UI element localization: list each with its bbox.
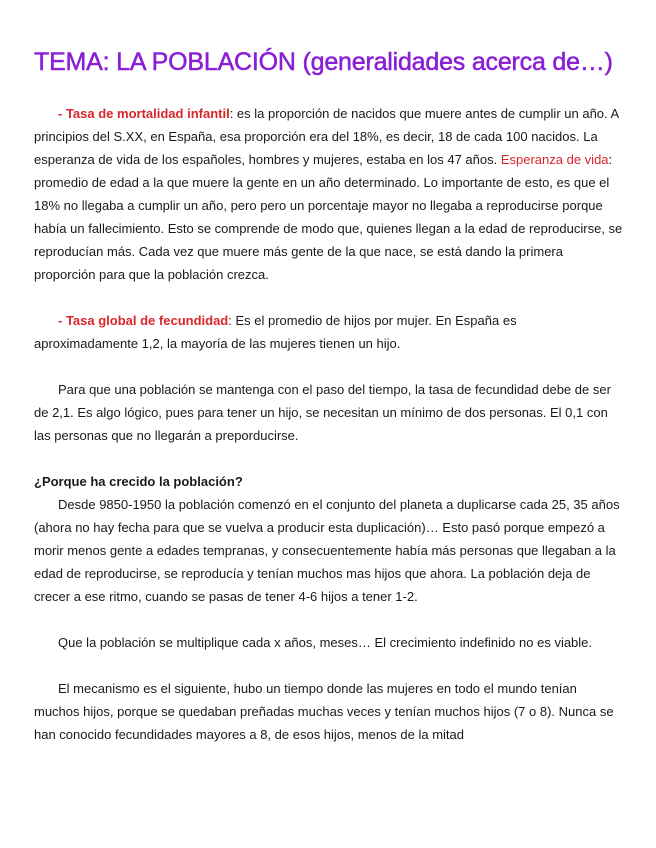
paragraph-text: : promedio de edad a la que muere la gente en un año determinado. Lo importante de esto, es que el 18% no llegaba a cumplir un año, pero pero un porcentaje mayor no llegaba a reproducirse porque había un fallecimiento. Esto se comprende de modo que, quienes llegan a la edad de reproducirse, se reproducían más. Cada vez que muere más gente de la que nace, se está dando la primera proporción para que la población crezca. <box>34 152 623 282</box>
paragraph-mortalidad <box>34 102 624 286</box>
list-dash: - <box>58 313 66 328</box>
term-mortalidad-infantil: Tasa de mortalidad infantil <box>65 106 230 121</box>
spacer <box>34 286 624 309</box>
spacer <box>34 654 624 677</box>
paragraph-mantener-poblacion: Para que una población se mantenga con el paso del tiempo, la tasa de fecundidad debe de ser de 2,1. Es algo lógico, pues para tener un hijo, se necesitan un mínimo de dos personas. El 0,1 con las personas que no llegarán a preporducirse. <box>34 382 611 443</box>
paragraph-text: : Es el promedio de hijos por mujer. En España es aproximadamente 1,2, la mayoría de las mujeres tienen un hijo. <box>34 313 517 351</box>
spacer <box>34 608 624 631</box>
page-title: TEMA: LA POBLACIÓN (generalidades acerca de…) <box>34 48 613 76</box>
term-tasa-global-fecundidad: Tasa global de fecundidad <box>65 313 229 328</box>
spacer <box>34 447 624 470</box>
paragraph-text: : es la proporción de nacidos que muere antes de cumplir un año. A principios del S.XX, en España, esa proporción era del 18%, es decir, 18 de cada 100 nacidos. La esperanza de vida de los españoles, hombres y mujeres, estaba en los 47 años. <box>34 106 619 167</box>
term-esperanza-de-vida: Esperanza de vida <box>500 152 609 167</box>
document-body <box>34 102 624 746</box>
paragraph-viable: Que la población se multiplique cada x años, meses… El crecimiento indefinido no es viable. <box>58 635 593 650</box>
paragraph-fecundidad <box>34 309 624 355</box>
paragraph-crecimiento: Desde 9850-1950 la población comenzó en el conjunto del planeta a duplicarse cada 25, 35 años (ahora no hay fecha para que se vuelva a producir esta duplicación)… Esto pasó porque empezó a morir menos gente a edades tempranas, y consecuentemente había más personas que llegaban a la edad de reproducirse, se reproducía y tenían muchos mas hijos que ahora. La población deja de crecer a ese ritmo, cuando se pasas de tener 4-6 hijos a tener 1-2. <box>34 497 620 604</box>
paragraph-mecanismo: El mecanismo es el siguiente, hubo un tiempo donde las mujeres en todo el mundo tenían muchos hijos, porque se quedaban preñadas muchas veces y tenían muchos hijos (7 o 8). Nunca se han conocido fecundidades mayores a 8, de esos hijos, menos de la mitad <box>34 681 614 742</box>
list-dash: - <box>58 106 66 121</box>
section-heading: ¿Porque ha crecido la población? <box>34 474 243 489</box>
spacer <box>34 355 624 378</box>
